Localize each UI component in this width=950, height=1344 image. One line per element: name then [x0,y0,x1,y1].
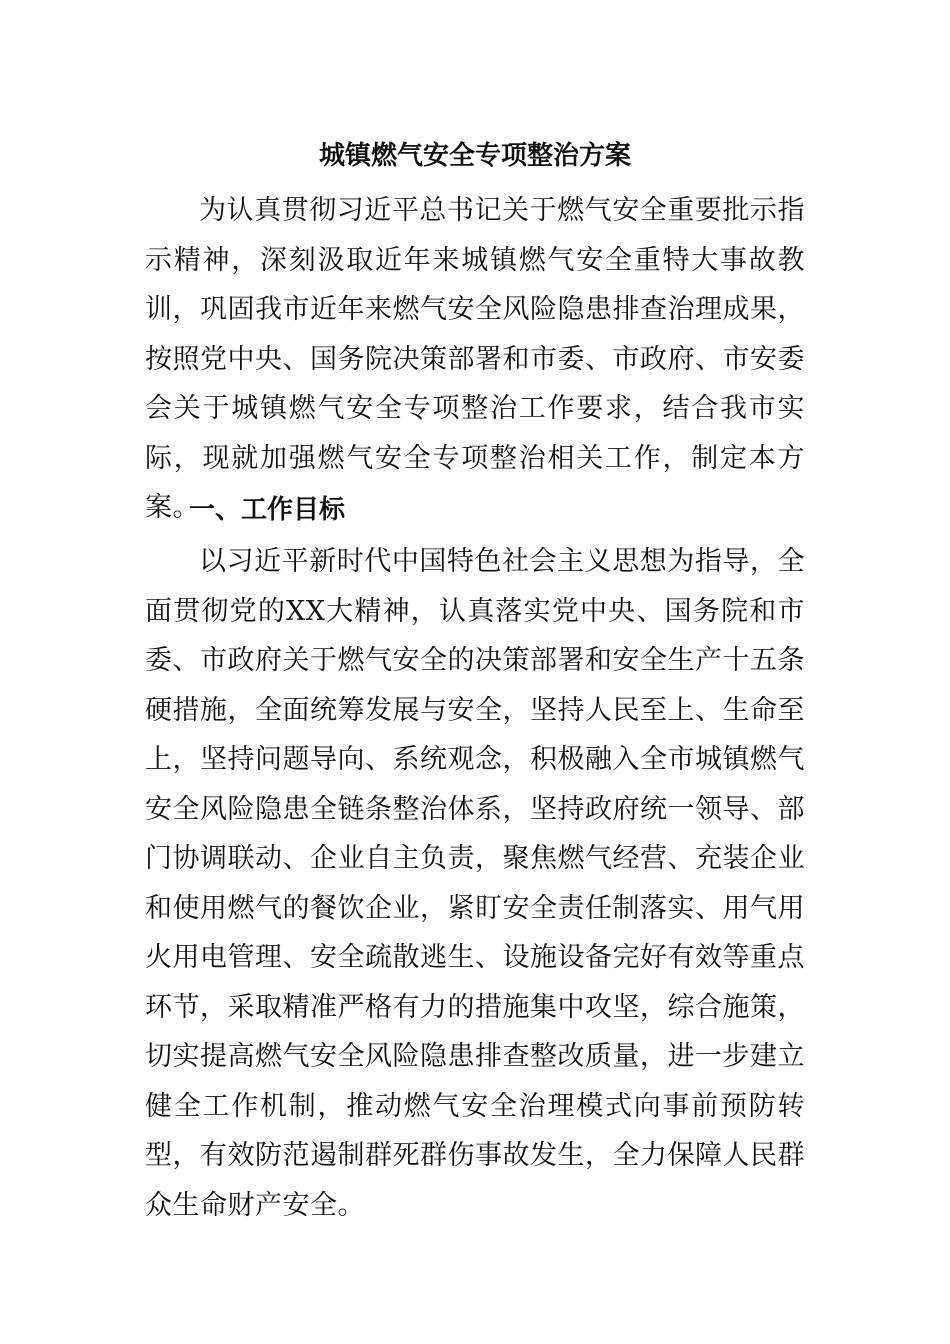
intro-paragraph: 为认真贯彻习近平总书记关于燃气安全重要批示指示精神，深刻汲取近年来城镇燃气安全重特大事故教训，巩固我市近年来燃气安全风险隐患排查治理成果，按照党中央、国务院决策部署和市委、市政府、市安委会关于城镇燃气安全专项整治工作要求，结合我市实际，现就加强燃气安全专项整治相关工作，制定本方案。 [145,195,805,523]
section-heading-work-goals: 一、工作目标 [189,495,346,525]
document-title: 城镇燃气安全专项整治方案 [318,141,631,171]
work-goals-paragraph: 以习近平新时代中国特色社会主义思想为指导，全面贯彻党的XX大精神，认真落实党中央、国务院和市委、市政府关于燃气安全的决策部署和安全生产十五条硬措施，全面统筹发展与安全，坚持人民至上、生命至上，坚持问题导向、系统观念，积极融入全市城镇燃气安全风险隐患全链条整治体系，坚持政府统一领导、部门协调联动、企业自主负责，聚焦燃气经营、充装企业和使用燃气的餐饮企业，紧盯安全责任制落实、用气用火用电管理、安全疏散逃生、设施设备完好有效等重点环节，采取精准严格有力的措施集中攻坚，综合施策，切实提高燃气安全风险隐患排查整改质量，进一步建立健全工作机制，推动燃气安全治理模式向事前预防转型，有效防范遏制群死群伤事故发生，全力保障人民群众生命财产安全。 [145,546,805,1221]
